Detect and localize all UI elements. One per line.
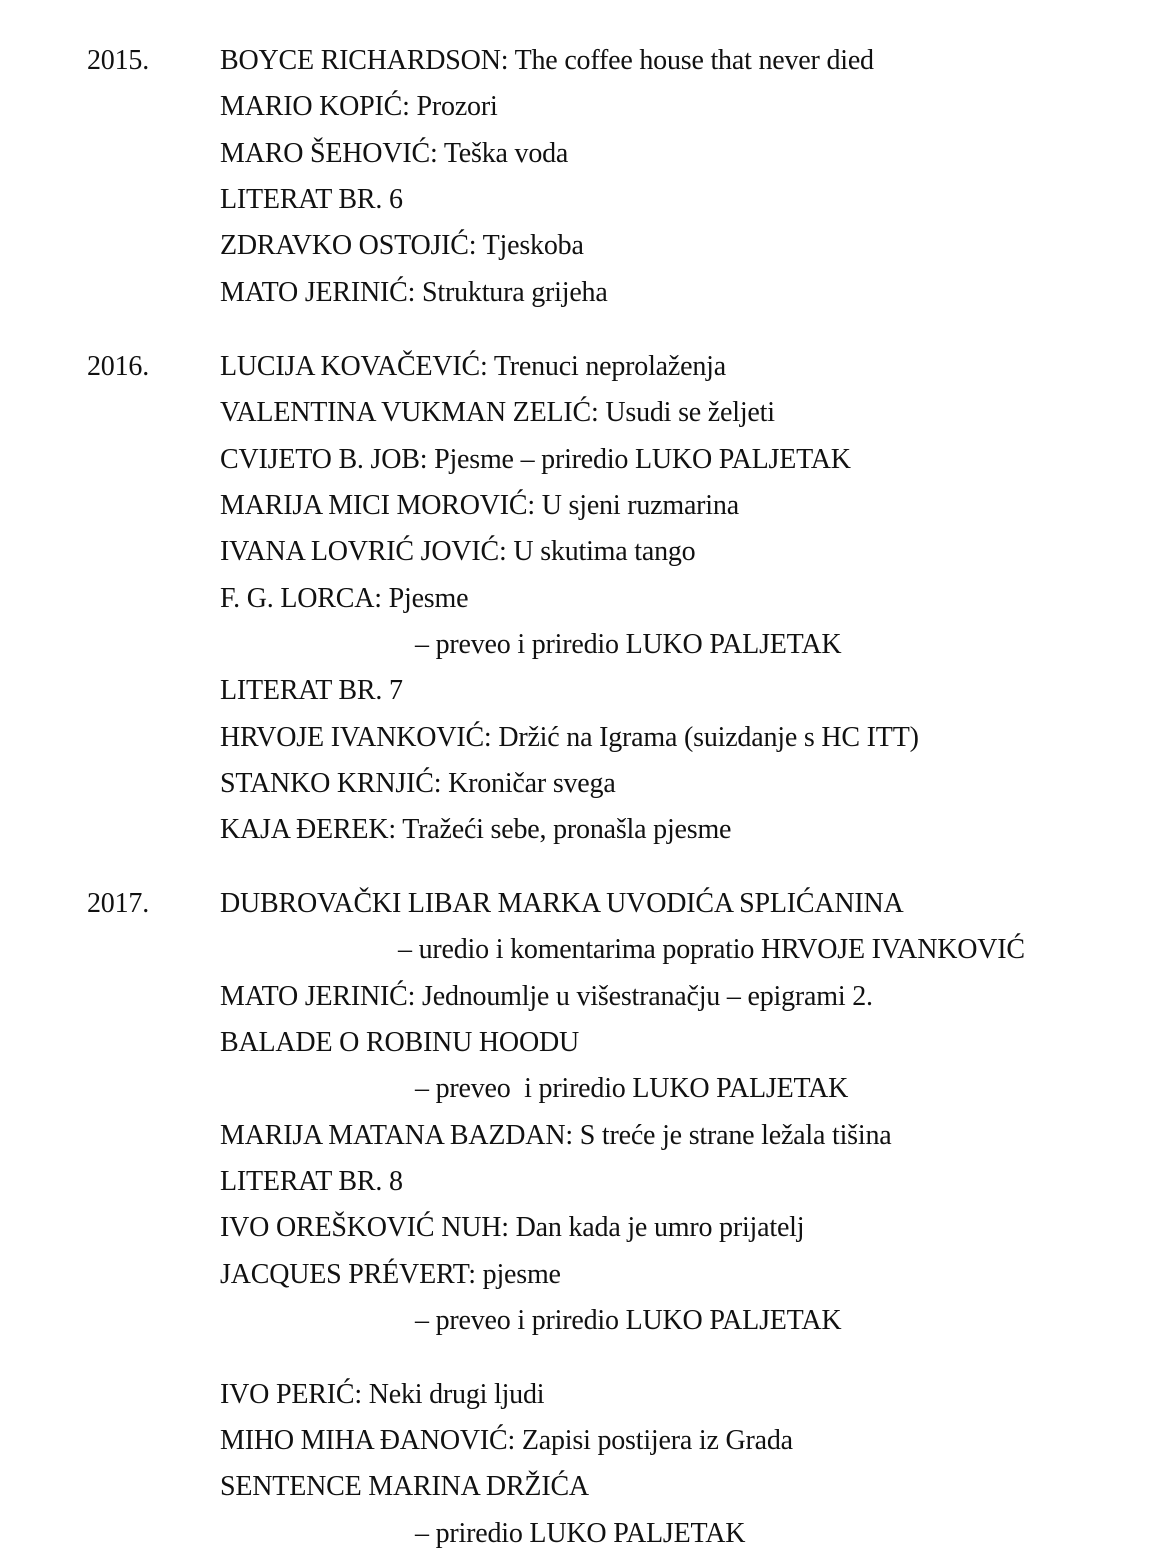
publication-credit: – preveo i priredio LUKO PALJETAK: [415, 629, 842, 660]
publication-entry: HRVOJE IVANKOVIĆ: Držić na Igrama (suizdanje s HC ITT): [220, 722, 919, 753]
publication-entry: STANKO KRNJIĆ: Kroničar svega: [220, 768, 616, 799]
publication-entry: MATO JERINIĆ: Struktura grijeha: [220, 277, 608, 308]
publication-entry: F. G. LORCA: Pjesme: [220, 583, 469, 614]
publication-entry: MARIJA MICI MOROVIĆ: U sjeni ruzmarina: [220, 490, 739, 521]
publication-credit: – priredio LUKO PALJETAK: [415, 1518, 746, 1549]
publication-entry: LUCIJA KOVAČEVIĆ: Trenuci neprolaženja: [220, 351, 726, 382]
publication-entry: BOYCE RICHARDSON: The coffee house that never died: [220, 45, 874, 76]
publication-entry: DUBROVAČKI LIBAR MARKA UVODIĆA SPLIĆANINA: [220, 888, 904, 919]
publication-entry: MARIJA MATANA BAZDAN: S treće je strane ležala tišina: [220, 1120, 892, 1151]
publication-entry: MARIO KOPIĆ: Prozori: [220, 91, 498, 122]
publication-entry: KAJA ĐEREK: Tražeći sebe, pronašla pjesme: [220, 814, 732, 845]
publication-entry: IVANA LOVRIĆ JOVIĆ: U skutima tango: [220, 536, 696, 567]
year-label: 2016.: [87, 351, 150, 382]
publication-entry: MARO ŠEHOVIĆ: Teška voda: [220, 138, 569, 169]
publication-entry: LITERAT BR. 8: [220, 1166, 403, 1197]
publication-entry: VALENTINA VUKMAN ZELIĆ: Usudi se željeti: [220, 397, 775, 428]
publication-entry: MIHO MIHA ĐANOVIĆ: Zapisi postijera iz Grada: [220, 1425, 793, 1456]
publication-entry: CVIJETO B. JOB: Pjesme – priredio LUKO PALJETAK: [220, 444, 851, 475]
publication-entry: BALADE O ROBINU HOODU: [220, 1027, 580, 1058]
publication-entry: SENTENCE MARINA DRŽIĆA: [220, 1471, 589, 1502]
publication-entry: MATO JERINIĆ: Jednoumlje u višestranačju – epigrami 2.: [220, 981, 873, 1012]
publication-entry: LITERAT BR. 7: [220, 675, 403, 706]
publication-entry: LITERAT BR. 6: [220, 184, 403, 215]
publication-credit: – preveo i priredio LUKO PALJETAK: [415, 1073, 849, 1104]
year-label: 2017.: [87, 888, 150, 919]
publication-credit: – preveo i priredio LUKO PALJETAK: [415, 1305, 842, 1336]
publication-entry: IVO PERIĆ: Neki drugi ljudi: [220, 1379, 545, 1410]
publication-entry: ZDRAVKO OSTOJIĆ: Tjeskoba: [220, 230, 584, 261]
year-label: 2015.: [87, 45, 150, 76]
publication-credit: – uredio i komentarima popratio HRVOJE IVANKOVIĆ: [398, 934, 1025, 965]
publication-entry: JACQUES PRÉVERT: pjesme: [220, 1259, 561, 1290]
publication-entry: IVO OREŠKOVIĆ NUH: Dan kada je umro prijatelj: [220, 1212, 805, 1243]
